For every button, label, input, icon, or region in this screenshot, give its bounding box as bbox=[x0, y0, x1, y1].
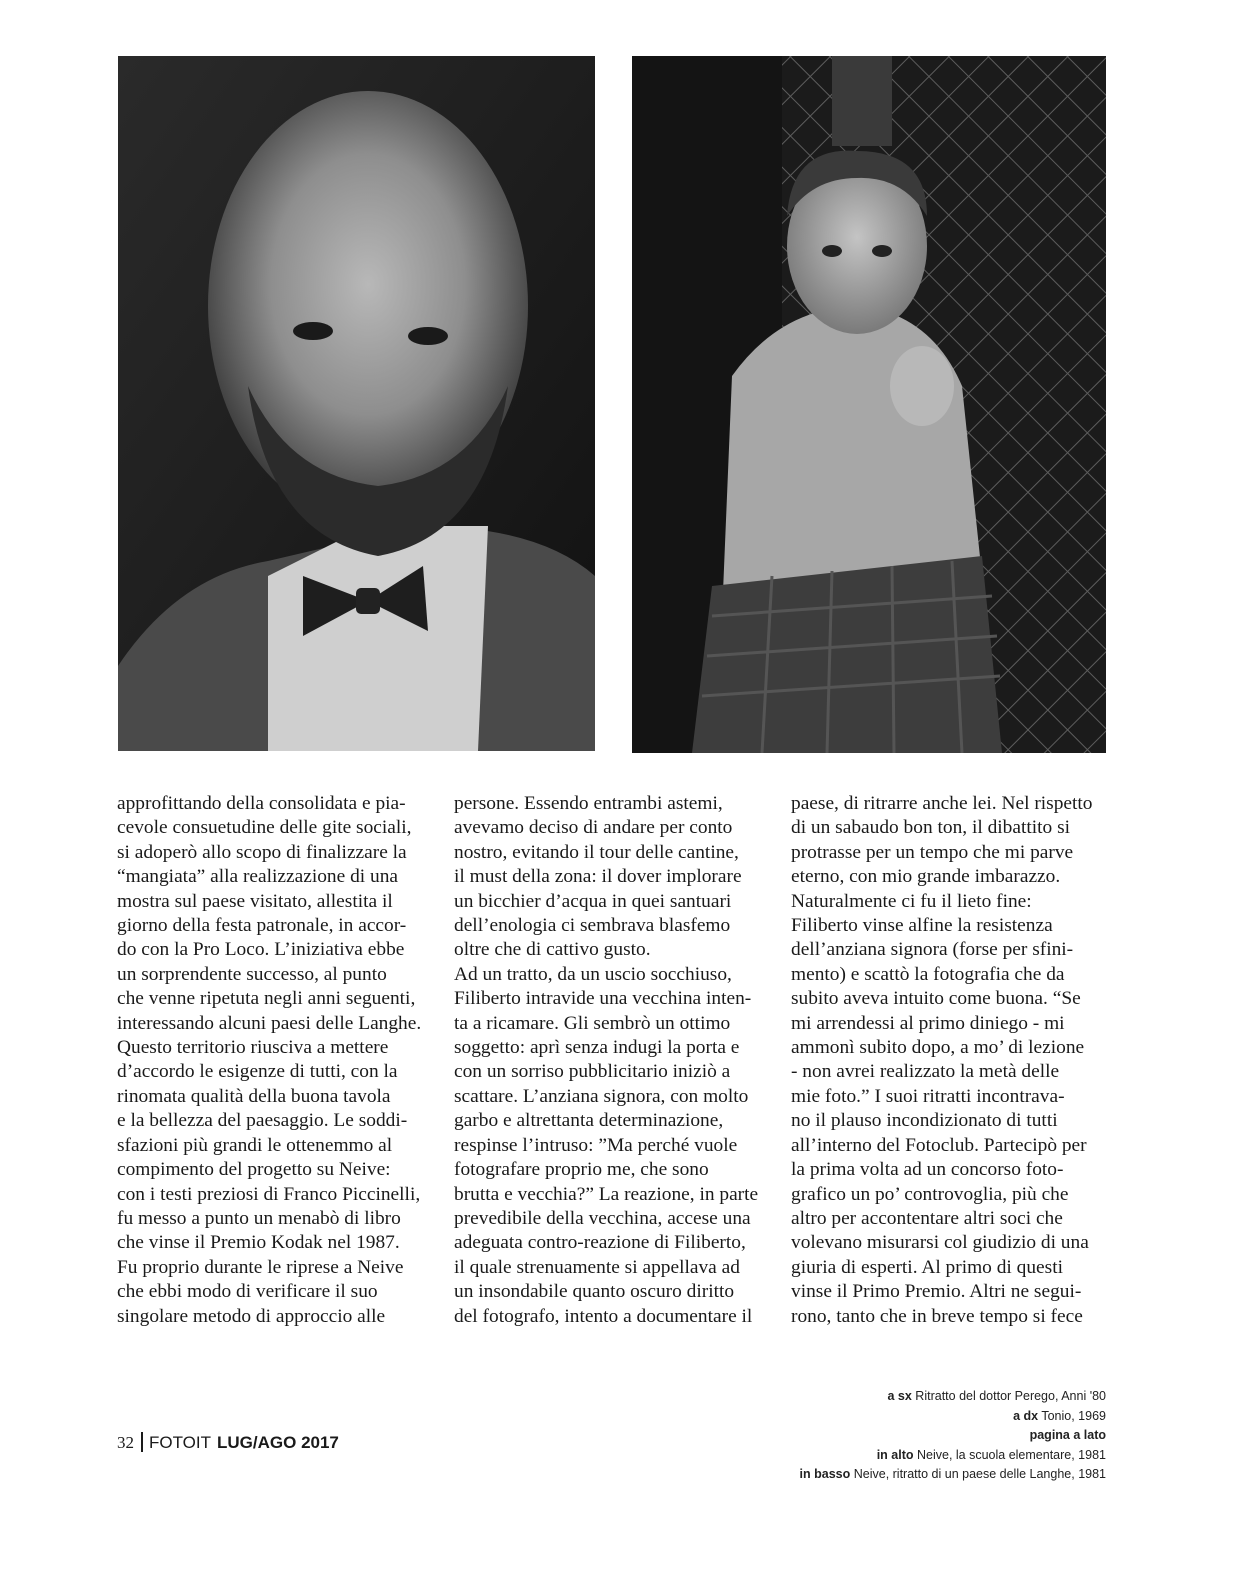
article-line: vinse il Primo Premio. Altri ne segui- bbox=[791, 1281, 1082, 1303]
article-line: oltre che di cattivo gusto. bbox=[454, 939, 651, 961]
article-line: eterno, con mio grande imbarazzo. bbox=[791, 866, 1061, 888]
article-line: sfazioni più grandi le ottenemmo al bbox=[117, 1134, 393, 1156]
photo-captions bbox=[800, 1387, 1106, 1485]
article-line: brutta e vecchia?” La reazione, in parte bbox=[454, 1183, 759, 1205]
article-line: ammonì subito dopo, a mo’ di lezione bbox=[791, 1037, 1085, 1059]
portrait-child-image bbox=[632, 56, 1106, 753]
article-line: altro per accontentare altri soci che bbox=[791, 1207, 1063, 1229]
caption-line bbox=[800, 1465, 1106, 1485]
article-line: interessando alcuni paesi delle Langhe. bbox=[117, 1012, 422, 1034]
article-line: garbo e altrettanta determinazione, bbox=[454, 1110, 724, 1132]
article-line: compimento del progetto su Neive: bbox=[117, 1159, 391, 1181]
article-line: singolare metodo di approccio alle bbox=[117, 1305, 386, 1327]
caption-text: Neive, ritratto di un paese delle Langhe, 1981 bbox=[850, 1467, 1106, 1482]
caption-label: in basso bbox=[799, 1467, 851, 1482]
article-line: adeguata contro-reazione di Filiberto, bbox=[454, 1232, 746, 1254]
caption-text: Ritratto del dottor Perego, Anni '80 bbox=[911, 1389, 1106, 1403]
article-line: approfittando della consolidata e pia- bbox=[117, 793, 406, 814]
article-line: scattare. L’anziana signora, con molto bbox=[454, 1085, 749, 1107]
article-line: Filiberto vinse alfine la resistenza bbox=[791, 915, 1053, 937]
article-line: protrasse per un tempo che mi parve bbox=[791, 841, 1074, 863]
article-line: do con la Pro Loco. L’iniziativa ebbe bbox=[117, 939, 405, 961]
article-line: del fotografo, intento a documentare il bbox=[454, 1305, 753, 1327]
article-line: ta a ricamare. Gli sembrò un ottimo bbox=[454, 1012, 731, 1034]
article-line: fu messo a punto un menabò di libro bbox=[117, 1207, 401, 1229]
article-line: prevedibile della vecchina, accese una bbox=[454, 1207, 751, 1229]
caption-line bbox=[800, 1426, 1106, 1446]
caption-text: Tonio, 1969 bbox=[1038, 1408, 1106, 1423]
caption-label: a sx bbox=[887, 1389, 912, 1403]
article-line: giuria di esperti. Al primo di questi bbox=[791, 1256, 1063, 1278]
article-line: il quale strenuamente si appellava ad bbox=[454, 1256, 740, 1278]
article-line: giorno della festa patronale, in accor- bbox=[117, 915, 407, 937]
article-line: dell’enologia ci sembrava blasfemo bbox=[454, 915, 731, 937]
article-line: e la bellezza del paesaggio. Le soddi- bbox=[117, 1110, 408, 1132]
magazine-name: FOTOIT bbox=[149, 1433, 212, 1452]
article-line: nostro, evitando il tour delle cantine, bbox=[454, 841, 739, 863]
article-line: si adoperò allo scopo di finalizzare la bbox=[117, 841, 407, 863]
article-line: respinse l’intruso: ”Ma perché vuole bbox=[454, 1134, 738, 1156]
article-line: il must della zona: il dover implorare bbox=[454, 866, 742, 888]
article-column-1 bbox=[117, 792, 422, 1329]
article-line: paese, di ritrarre anche lei. Nel rispetto bbox=[791, 793, 1093, 814]
page-footer bbox=[117, 1432, 339, 1453]
article-line: che vinse il Premio Kodak nel 1987. bbox=[117, 1232, 400, 1254]
article-column-3 bbox=[791, 792, 1096, 1329]
caption-line bbox=[800, 1387, 1106, 1407]
photo-portrait-man bbox=[118, 56, 595, 751]
article-line: - non avrei realizzato la metà delle bbox=[791, 1061, 1060, 1083]
article-line: mostra sul paese visitato, allestita il bbox=[117, 890, 393, 912]
article-line: con un sorriso pubblicitario iniziò a bbox=[454, 1061, 731, 1083]
page-number: 32 bbox=[117, 1433, 134, 1452]
article-line: che venne ripetuta negli anni seguenti, bbox=[117, 988, 416, 1010]
article-line: di un sabaudo bon ton, il dibattito si bbox=[791, 817, 1070, 839]
article-line: un sorprendente successo, al punto bbox=[117, 963, 387, 985]
article-line: Fu proprio durante le riprese a Neive bbox=[117, 1256, 404, 1278]
article-line: all’interno del Fotoclub. Partecipò per bbox=[791, 1134, 1087, 1156]
article-line: Filiberto intravide una vecchina inten- bbox=[454, 988, 752, 1010]
article-line: soggetto: aprì senza indugi la porta e bbox=[454, 1037, 740, 1059]
article-line: avevamo deciso di andare per conto bbox=[454, 817, 733, 839]
caption-line bbox=[800, 1446, 1106, 1466]
article-line: rono, tanto che in breve tempo si fece bbox=[791, 1305, 1083, 1327]
article-line: un bicchier d’acqua in quei santuari bbox=[454, 890, 732, 912]
article-line: Naturalmente ci fu il lieto fine: bbox=[791, 890, 1032, 912]
article-line: la prima volta ad un concorso foto- bbox=[791, 1159, 1064, 1181]
article-line: dell’anziana signora (forse per sfini- bbox=[791, 939, 1074, 961]
article-line: un insondabile quanto oscuro diritto bbox=[454, 1281, 735, 1303]
article-line: no il plauso incondizionato di tutti bbox=[791, 1110, 1058, 1132]
issue-date: LUG/AGO 2017 bbox=[217, 1433, 339, 1452]
article-line: grafico un po’ controvoglia, più che bbox=[791, 1183, 1069, 1205]
article-line: subito aveva intuito come buona. “Se bbox=[791, 988, 1081, 1010]
article-line: mie foto.” I suoi ritratti incontrava- bbox=[791, 1085, 1065, 1107]
article-column-2 bbox=[454, 792, 759, 1329]
portrait-man-image bbox=[118, 56, 595, 751]
photo-portrait-child bbox=[632, 56, 1106, 753]
article-line: “mangiata” alla realizzazione di una bbox=[117, 866, 398, 888]
article-line: cevole consuetudine delle gite sociali, bbox=[117, 817, 412, 839]
caption-line bbox=[800, 1407, 1106, 1427]
article-line: con i testi preziosi di Franco Piccinelli, bbox=[117, 1183, 421, 1205]
article-line: Questo territorio riusciva a mettere bbox=[117, 1037, 389, 1059]
article-line: mi arrendessi al primo diniego - mi bbox=[791, 1012, 1065, 1034]
article-line: persone. Essendo entrambi astemi, bbox=[454, 793, 723, 814]
article-line: Ad un tratto, da un uscio socchiuso, bbox=[454, 963, 732, 985]
article-line: mento) e scattò la fotografia che da bbox=[791, 963, 1065, 985]
caption-label: in alto bbox=[876, 1447, 914, 1462]
footer-divider bbox=[141, 1432, 143, 1452]
caption-text: Neive, la scuola elementare, 1981 bbox=[913, 1447, 1106, 1462]
article-line: che ebbi modo di verificare il suo bbox=[117, 1281, 378, 1303]
article-line: rinomata qualità della buona tavola bbox=[117, 1085, 391, 1107]
caption-label: pagina a lato bbox=[1029, 1428, 1106, 1443]
article-line: fotografare proprio me, che sono bbox=[454, 1159, 709, 1181]
article-line: volevano misurarsi col giudizio di una bbox=[791, 1232, 1089, 1254]
article-line: d’accordo le esigenze di tutti, con la bbox=[117, 1061, 398, 1083]
caption-label: a dx bbox=[1013, 1408, 1039, 1423]
